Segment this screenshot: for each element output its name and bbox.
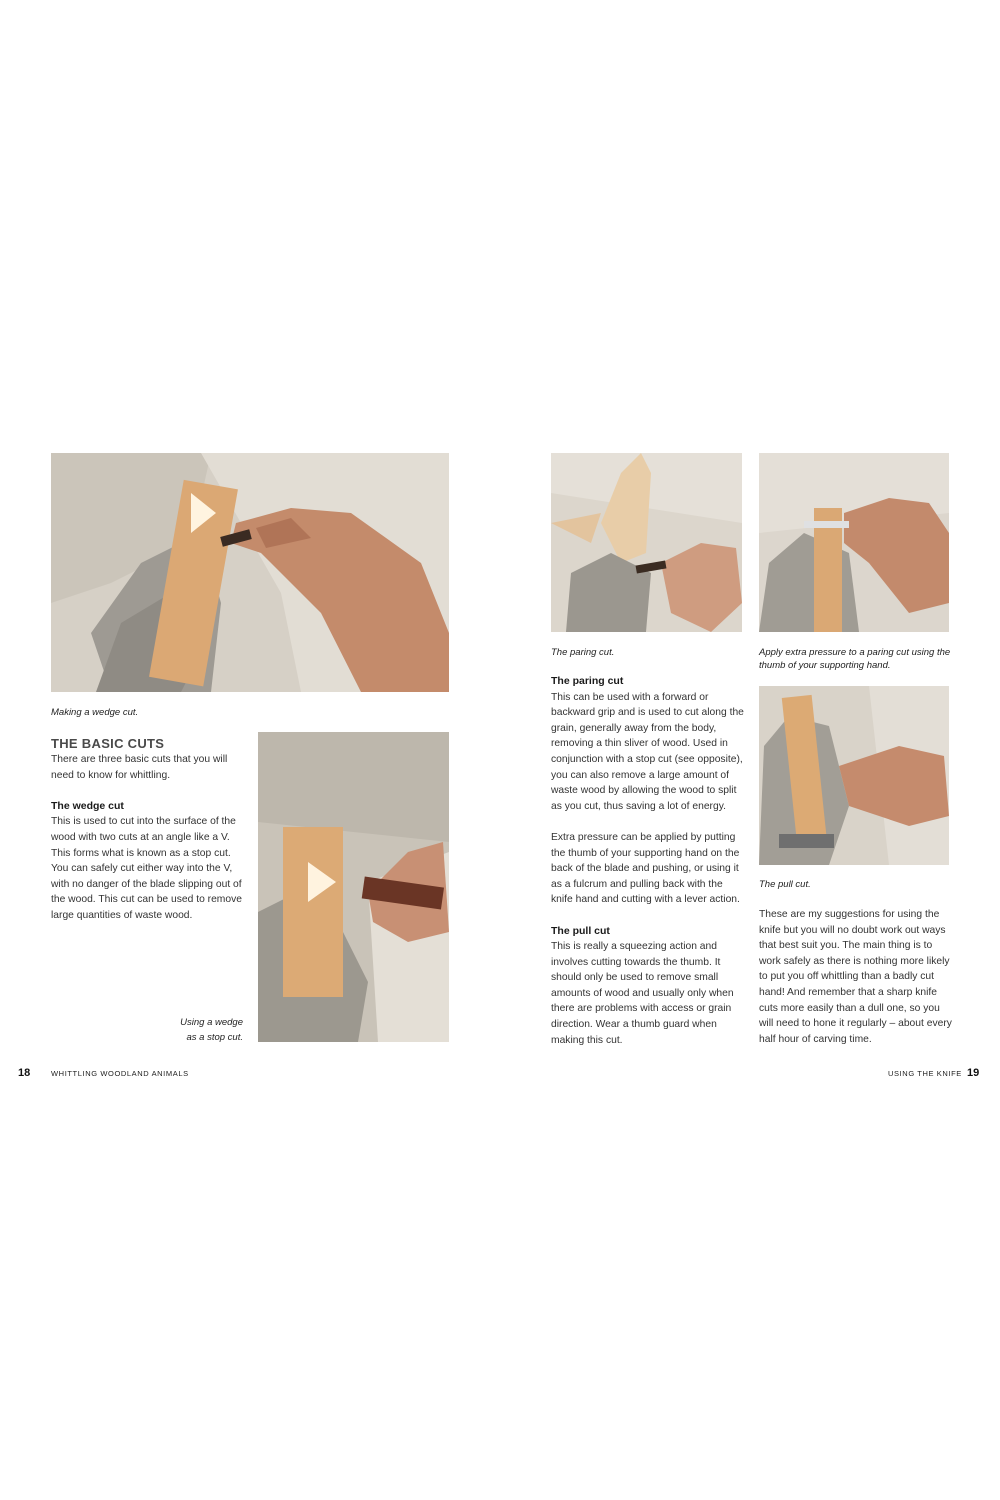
photo-pull-cut <box>759 686 949 865</box>
photo-pull-cut-caption: The pull cut. <box>759 879 811 890</box>
pull-cut-heading: The pull cut <box>551 924 610 937</box>
photo-stop-cut <box>258 732 449 1042</box>
photo-stop-cut-caption <box>150 1016 243 1044</box>
page-number-left: 18 <box>18 1067 31 1079</box>
intro-paragraph: There are three basic cuts that you will need to know for whittling. <box>51 754 228 781</box>
photo-paring-cut-caption: The paring cut. <box>551 647 615 658</box>
photo-wedge-cut <box>51 453 449 692</box>
wedge-cut-paragraph: This is used to cut into the surface of the wood with two cuts at an angle like a V. This forms what is known as a stop cut. You can safely cut either way into the V, with no danger of the blade slipping out of the wood. This cut can be used to remove large quantities of waste wood. <box>51 816 242 921</box>
photo-extra-pressure <box>759 453 949 632</box>
suggestions-paragraph: These are my suggestions for using the knife but you will no doubt work out ways that best suit you. The main thing is to work safely as there is nothing more likely to put you off whittling than a badly cut hand! And remember that a sharp knife cuts more easily than a dull one, so you will need to hone it regularly – about every half hour of carving time. <box>759 909 952 1045</box>
page-number-right: 19 <box>967 1067 980 1079</box>
suggestions-column <box>759 907 954 1063</box>
left-body-column <box>51 752 246 939</box>
right-body-column <box>551 674 746 1064</box>
section-title: THE BASIC CUTS <box>51 736 165 751</box>
pull-cut-paragraph: This is really a squeezing action and involves cutting towards the thumb. It should only be used to remove small amounts of wood and usually only when there are problems with access or grain direction. Wear a thumb guard when making this cut. <box>551 941 734 1046</box>
running-head-right: USING THE KNIFE <box>888 1069 962 1078</box>
running-head-left: WHITTLING WOODLAND ANIMALS <box>51 1069 189 1078</box>
paring-cut-paragraph: This can be used with a forward or backward grip and is used to cut along the grain, generally away from the body, removing a thin sliver of wood. Used in conjunction with a stop cut (see opposite), you can also remove a large amount of waste wood by allowing the wood to split as you cut, thus saving a lot of energy. <box>551 691 744 812</box>
photo-stop-cut-caption-line2: as a stop cut. <box>186 1032 243 1043</box>
photo-extra-pressure-caption: Apply extra pressure to a paring cut using the thumb of your supporting hand. <box>759 647 951 671</box>
photo-stop-cut-caption-line1: Using a wedge <box>180 1017 243 1028</box>
extra-pressure-paragraph: Extra pressure can be applied by putting the thumb of your supporting hand on the back of the blade and pushing, or using it as a fulcrum and pulling back with the knife hand and cutting with a lever action. <box>551 831 740 906</box>
photo-paring-cut <box>551 453 742 632</box>
paring-cut-heading: The paring cut <box>551 675 624 687</box>
photo-wedge-cut-caption: Making a wedge cut. <box>51 707 139 718</box>
wedge-cut-heading: The wedge cut <box>51 799 124 812</box>
